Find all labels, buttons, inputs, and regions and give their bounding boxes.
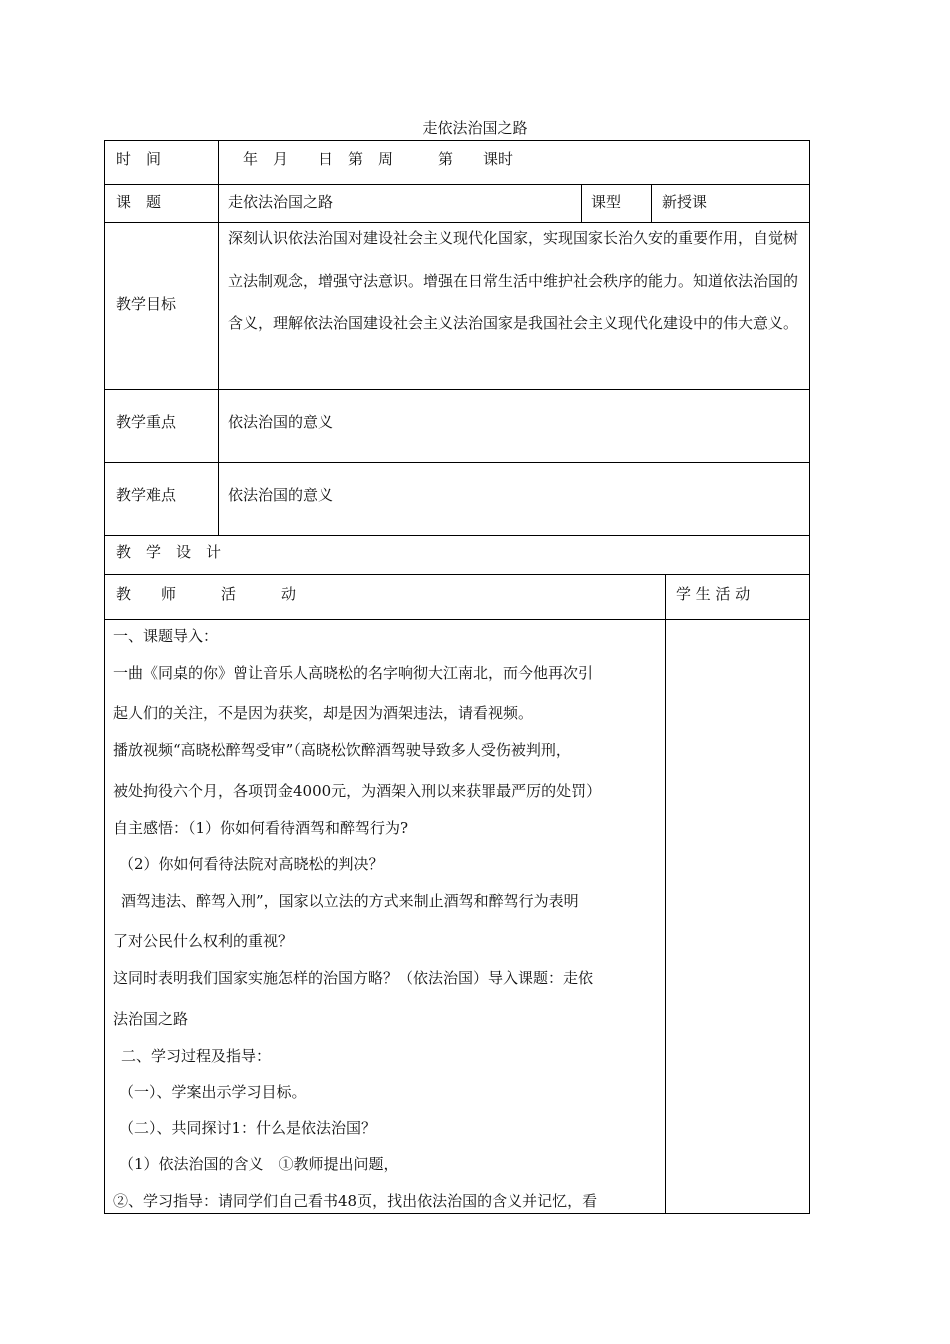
design-label: 教 学 设 计 xyxy=(116,543,222,561)
keypoint-label: 教学重点 xyxy=(116,413,177,431)
lesson-line: 播放视频“高晓松醉驾受审”（高晓松饮醉酒驾驶导致多人受伤被判刑， xyxy=(113,741,571,759)
document-title: 走依法治国之路 xyxy=(422,119,528,137)
lesson-line: 二、学习过程及指导： xyxy=(121,1047,272,1065)
table-border-bottom xyxy=(104,1213,810,1214)
table-rule xyxy=(104,184,810,185)
lesson-line: （1）依法治国的含义 ①教师提出问题， xyxy=(119,1155,399,1173)
table-rule xyxy=(104,619,810,620)
table-column-divider xyxy=(665,574,666,1214)
time-value: 年 月 日 第 周 第 课时 xyxy=(243,150,514,168)
type-value: 新授课 xyxy=(662,193,708,211)
table-rule xyxy=(104,389,810,390)
lesson-line: （2）你如何看待法院对高晓松的判决？ xyxy=(119,855,384,873)
table-rule xyxy=(104,574,810,575)
table-rule xyxy=(104,535,810,536)
goals-text: 深刻认识依法治国对建设社会主义现代化国家，实现国家长治久安的重要作用，自觉树立法制观念，增强守法意识。增强在日常生活中维护社会秩序的能力。知道依法治国的含义，理解依法治国建设社会主义法治国家是我国社会主义现代化建设中的伟大意义。 xyxy=(228,229,799,333)
difficulty-value: 依法治国的意义 xyxy=(228,486,334,504)
table-column-divider xyxy=(218,140,219,535)
goals-label: 教学目标 xyxy=(116,295,177,313)
lesson-line: 一曲《同桌的你》曾让音乐人高晓松的名字响彻大江南北，而今他再次引 xyxy=(113,664,594,682)
table-border-right xyxy=(809,140,810,1214)
lesson-line: （一）、学案出示学习目标。 xyxy=(119,1083,307,1101)
lesson-line: 法治国之路 xyxy=(113,1010,189,1028)
student-activity-header: 学 生 活 动 xyxy=(676,585,751,603)
lesson-line: 起人们的关注，不是因为获奖，却是因为酒架违法，请看视频。 xyxy=(113,704,534,722)
keypoint-value: 依法治国的意义 xyxy=(228,413,334,431)
table-border-top xyxy=(104,140,810,141)
table-border-left xyxy=(104,140,105,1214)
topic-value: 走依法治国之路 xyxy=(228,193,334,211)
lesson-line: 这同时表明我们国家实施怎样的治国方略？（依法治国）导入课题：走依 xyxy=(113,969,594,987)
lesson-line: 酒驾违法、醉驾入刑”，国家以立法的方式来制止酒驾和醉驾行为表明 xyxy=(121,892,579,910)
lesson-line: 一、课题导入： xyxy=(113,627,219,645)
teacher-activity-header: 教 师 活 动 xyxy=(116,585,297,603)
difficulty-label: 教学难点 xyxy=(116,486,177,504)
lesson-line: （二）、共同探讨1：什么是依法治国？ xyxy=(119,1119,377,1137)
lesson-line: ②、学习指导：请同学们自己看书48页，找出依法治国的含义并记忆，看 xyxy=(113,1192,598,1210)
table-rule xyxy=(104,462,810,463)
type-label: 课型 xyxy=(591,193,622,211)
lesson-line: 被处拘役六个月，各项罚金4000元，为酒架入刑以来获罪最严厉的处罚） xyxy=(113,782,602,800)
topic-label: 课 题 xyxy=(116,193,162,211)
time-label: 时 间 xyxy=(116,150,162,168)
lesson-line: 自主感悟：（1）你如何看待酒驾和醉驾行为? xyxy=(113,819,409,837)
lesson-line: 了对公民什么权利的重视？ xyxy=(113,932,294,950)
